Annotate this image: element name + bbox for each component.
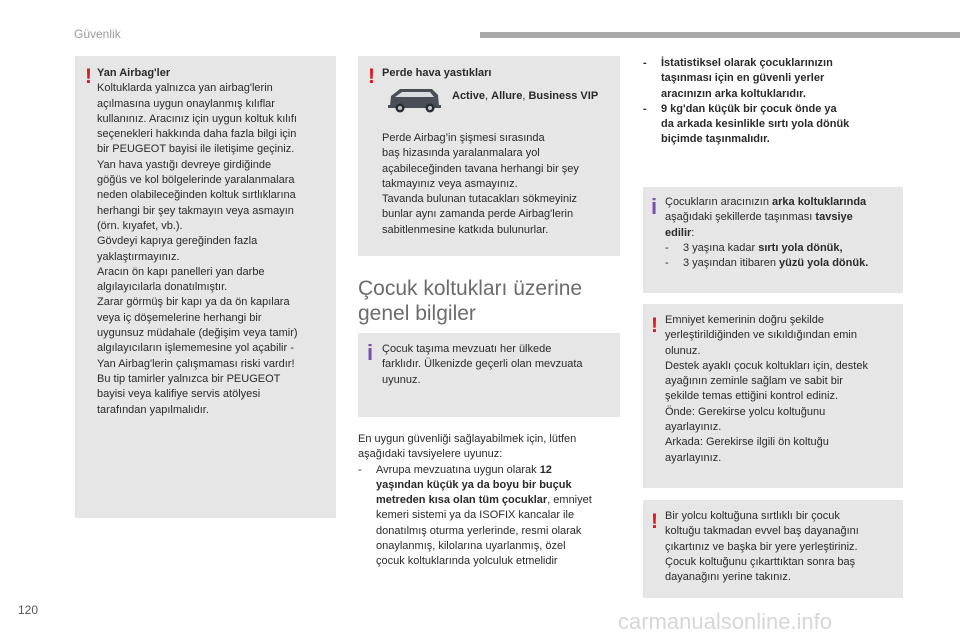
list-item: - 3 yaşına kadar sırtı yola dönük, (665, 241, 843, 254)
list-item: - İstatistiksel olarak çocuklarınızın taşınması için en güvenli yerler aracınızın arka koltuklarıdır. (643, 57, 833, 100)
list-item: - 3 yaşından itibaren yüzü yola dönük. (665, 257, 869, 270)
list-item: - Avrupa mevzuatına uygun olarak 12 yaşından küçük ya da boyu bir buçuk metreden kısa olan tüm çocuklar, emniyet kemeri sistemi ya da ISOFIX kancalar ile donatılmış oturma yerlerinde, resmi olarak onaylanmış, kilolarına uyarlanmış, özel çocuk koltuklarında yolculuk etmelidir (358, 463, 592, 568)
section-bar (480, 32, 960, 38)
head-restraint-warning-box (643, 500, 903, 598)
list-item: - 9 kg'dan küçük bir çocuk önde ya da arkada kesinlikle sırtı yola dönük biçimde taşınmalıdır. (643, 102, 850, 146)
legislation-info-box (358, 333, 620, 417)
info-icon: i (367, 340, 374, 365)
warning-icon: ! (651, 314, 658, 337)
curtain-airbags-text: Perde Airbag’in şişmesi sırasında baş hizasında yaralanmalara yol açabileceğinden tavana herhangi bir şey takmayınız veya asmayınız. Tavanda bulunan tutacakları sökmeyiniz bunlar aynı zamanda perde Airbag'lerin sabitlenmesine katkıda bulunurlar. (382, 132, 579, 236)
warning-icon: ! (85, 65, 92, 88)
safety-facts-list (643, 56, 893, 148)
seatbelt-warning-text: Emniyet kemerinin doğru şekilde yerleştirildiğinden ve sıkıldığından emin olunuz. Destek ayaklı çocuk koltukları için, destek ayağının zeminle sağlam ve sabit bir şekilde temas ettiğini kontrol ediniz. Önde: Gerekirse yolcu koltuğunu ayarlayınız. Arkada: Gerekirse ilgili ön koltuğu ayarlayınız. (665, 314, 868, 464)
rear-seats-text: Çocukların aracınızın arka koltuklarında aşağıdaki şekillerde taşınması tavsiye edilir: - 3 yaşına kadar sırtı yola dönük, - 3 yaşından itibaren yüzü yola dönük. (665, 195, 900, 271)
side-airbags-text: Yan Airbag'ler Koltuklarda yalnızca yan airbag'lerin açılmasına uygun onaylanmış kılıflar kullanınız. Aracınız için uygun koltuk kılıfı seçenekleri hakkında daha fazla bilgi için bir PEUGEOT bayisi ile iletişime geçiniz. Yan hava yastığı devreye girdiğinde göğüs ve kol bölgelerinde yaralanmalara neden olabileceğinden koltuk sırtlıklarına herhangi bir şey takmayın veya asmayın (örn. kıyafet, vb.). Gövdeyi kapıya gereğinden fazla yaklaştırmayınız. Aracın ön kapı panelleri yan darbe algılayıcılarla donatılmıştır. Zarar görmüş bir kapı ya da ön kapılara veya iç döşemelerine herhangi bir uygunsuz müdahale (değişim veya tamir) algılayıcıların işlememesine yol açabilir - Yan Airbag'lerin çalışmaması riski vardır! Bu tip tamirler yalnızca bir PEUGEOT bayisi veya kalifiye servis atölyesi tarafından yapılmalıdır. (97, 66, 333, 418)
legislation-text: Çocuk taşıma mevzuatı her ülkede farklıdır. Ülkenizde geçerli olan mevzuata uyunuz. (382, 343, 583, 386)
watermark: carmanualsonline.info (618, 609, 833, 634)
side-airbags-title: Yan Airbag'ler (97, 67, 171, 79)
vehicle-icon (386, 86, 442, 114)
seatbelt-warning-box (643, 304, 903, 488)
head-restraint-warning-text: Bir yolcu koltuğuna sırtlıklı bir çocuk koltuğu takmadan evvel baş dayanağını çıkartınız ve başka bir yere yerleştiriniz. Çocuk koltuğunu çıkarttıktan sonra baş dayanağını yerine takınız. (665, 510, 859, 584)
info-icon: i (651, 194, 658, 219)
warning-icon: ! (368, 65, 375, 88)
page-heading: Çocuk koltukları üzerine genel bilgiler (358, 277, 583, 325)
child-seat-recommendations: En uygun güvenliği sağlayabilmek için, lütfen aşağıdaki tavsiyelere uyunuz: - Avrupa mevzuatına uygun olarak 12 yaşından küçük ya da boyu bir buçuk metreden kısa olan tüm çocuklar, emniyet kemeri sistemi ya da ISOFIX kancalar ile donatılmış oturma yerlerinde, resmi olarak onaylanmış, kilolarına uyarlanmış, özel çocuk koltuklarında yolculuk etmelidir (358, 432, 622, 570)
curtain-airbags-warning-box (358, 56, 620, 256)
vehicle-versions: Active, Allure, Business VIP (452, 90, 599, 102)
curtain-airbags-title: Perde hava yastıkları (382, 67, 492, 79)
section-title: Güvenlik (74, 27, 121, 41)
rear-seats-info-box (643, 187, 903, 293)
page-number: 120 (18, 603, 39, 617)
warning-icon: ! (651, 510, 658, 533)
side-airbags-warning-box (75, 56, 336, 518)
